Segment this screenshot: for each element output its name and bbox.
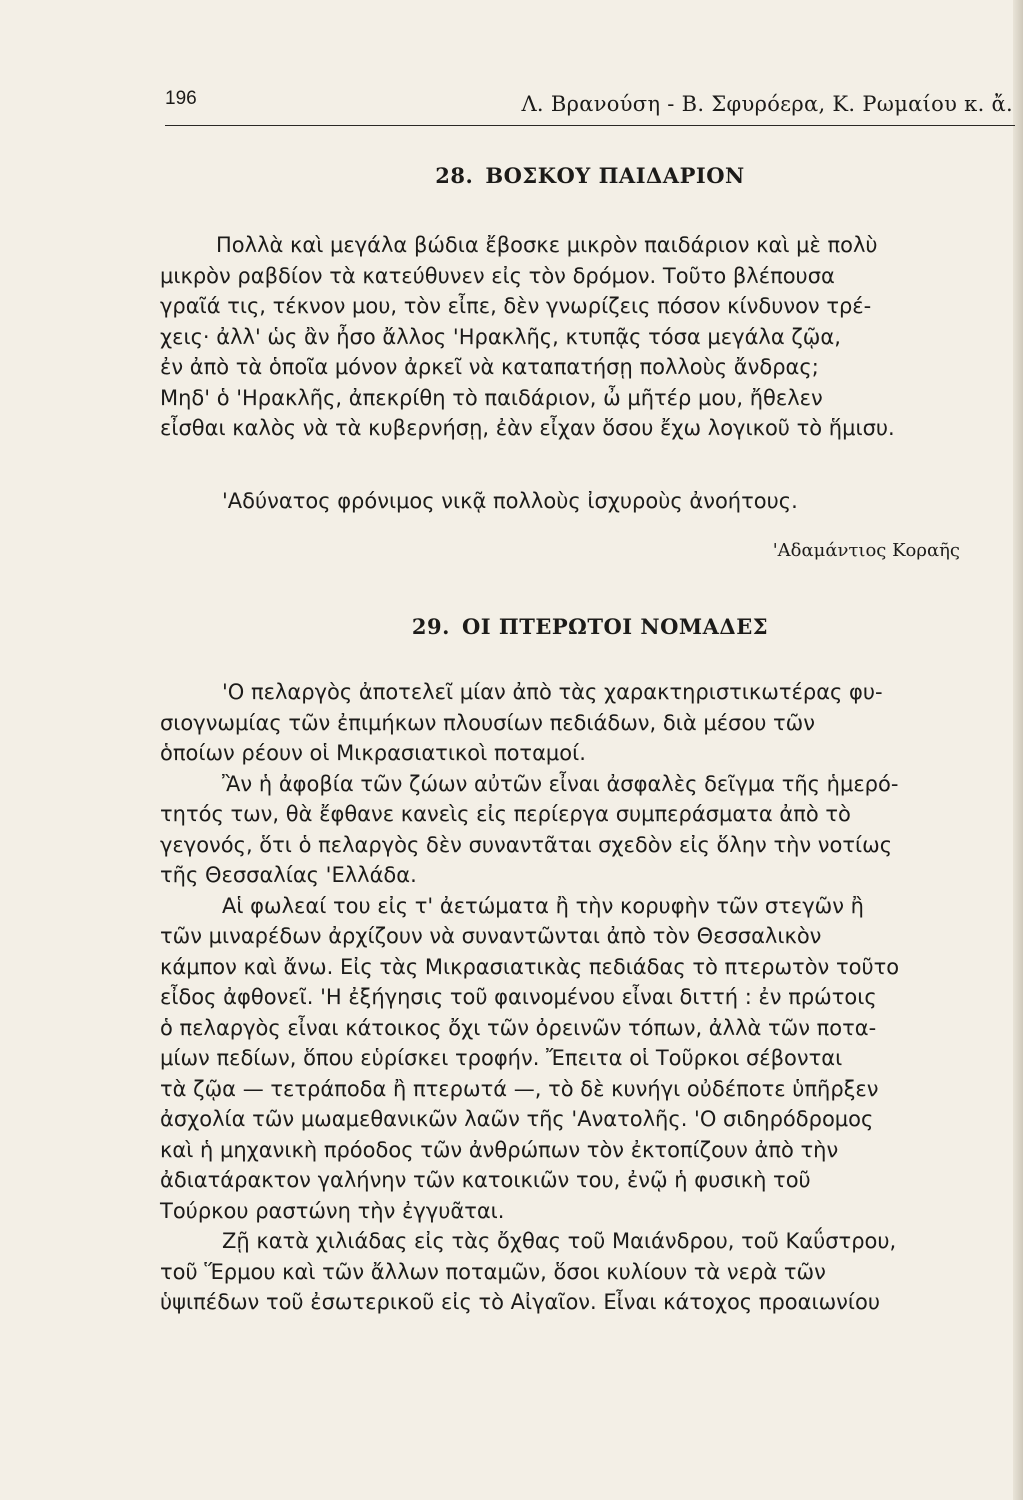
section-29-paragraph-4	[160, 1226, 1020, 1318]
text-line: χεις· ἀλλ' ὡς ἂν ἦσο ἄλλος 'Ηρακλῆς, κτυπᾷς τόσα μεγάλα ζῷα,	[160, 324, 841, 349]
text-line: τητός των, θὰ ἔφθανε κανεὶς εἰς περίεργα συμπεράσματα ἀπὸ τὸ	[160, 802, 851, 826]
text-line: Ἂν ἡ ἀφοβία τῶν ζώων αὐτῶν εἶναι ἀσφαλὲς δεῖγμα τῆς ἡμερό-	[222, 771, 899, 796]
text-line: σιογνωμίας τῶν ἐπιμήκων πλουσίων πεδιάδων, διὰ μέσου τῶν	[160, 710, 815, 735]
text-line: τῶν μιναρέδων ἀρχίζουν νὰ συναντῶνται ἀπὸ τὸν Θεσσαλικὸν	[160, 924, 822, 948]
text-line: εἶσθαι καλὸς νὰ τὰ κυβερνήσῃ, ἐὰν εἶχαν ὅσου ἔχω λογικοῦ τὸ ἥμισυ.	[160, 416, 895, 440]
section-28-heading: ΒΟΣΚΟΥ ΠΑΙΔΑΡΙΟΝ	[485, 163, 745, 188]
text-line: Πολλὰ καὶ μεγάλα βώδια ἔβοσκε μικρὸν παιδάριον καὶ μὲ πολὺ	[216, 233, 878, 257]
section-29-paragraph-3	[160, 891, 1020, 1227]
section-29-paragraph-2	[160, 769, 1020, 891]
section-29-number: 29.	[411, 614, 450, 639]
text-line: ὑψιπέδων τοῦ ἐσωτερικοῦ εἰς τὸ Αἰγαῖον. Εἶναι κάτοχος προαιωνίου	[160, 1290, 880, 1314]
text-line: καὶ ἡ μηχανικὴ πρόοδος τῶν ἀνθρώπων τὸν ἐκτοπίζουν ἀπὸ τὴν	[160, 1137, 839, 1162]
text-line: γεγονός, ὅτι ὁ πελαργὸς δὲν συναντᾶται σχεδὸν εἰς ὅλην τὴν νοτίως	[160, 832, 893, 857]
text-line: Τούρκου ραστώνη τὴν ἐγγυᾶται.	[160, 1198, 505, 1223]
author-attribution: 'Αδαμάντιος Κοραῆς	[772, 540, 960, 561]
section-29-paragraph-1	[160, 677, 1020, 769]
section-29-title	[160, 614, 1020, 639]
section-28-paragraph	[160, 230, 1020, 444]
section-28-title	[160, 163, 1020, 188]
text-line: 'Ο πελαργὸς ἀποτελεῖ μίαν ἀπὸ τὰς χαρακτηριστικωτέρας φυ-	[222, 680, 883, 704]
section-28-number: 28.	[435, 163, 474, 188]
section-28	[160, 163, 1020, 561]
text-line: μικρὸν ραβδίον τὰ κατεύθυνεν εἰς τὸν δρόμον. Τοῦτο βλέπουσα	[160, 263, 835, 288]
text-line: ἀσχολία τῶν μωαμεθανικῶν λαῶν τῆς 'Ανατολῆς. 'Ο σιδηρόδρομος	[160, 1107, 874, 1131]
text-line: Ζῇ κατὰ χιλιάδας εἰς τὰς ὄχθας τοῦ Μαιάνδρου, τοῦ Καΰστρου,	[222, 1229, 897, 1253]
text-line: ἐν ἀπὸ τὰ ὁποῖα μόνον ἀρκεῖ νὰ καταπατήσῃ πολλοὺς ἄνδρας;	[160, 355, 819, 379]
text-line: ὁποίων ρέουν οἱ Μικρασιατικοὶ ποταμοί.	[160, 741, 586, 765]
text-line: τὰ ζῷα — τετράποδα ἢ πτερωτά —, τὸ δὲ κυνήγι οὐδέποτε ὑπῆρξεν	[160, 1076, 879, 1101]
text-line: Μηδ' ὁ 'Ηρακλῆς, ἀπεκρίθη τὸ παιδάριον, ὦ μῆτέρ μου, ἤθελεν	[160, 385, 823, 410]
header-rule	[165, 125, 1015, 126]
text-line: γραῖά τις, τέκνον μου, τὸν εἶπε, δὲν γνωρίζεις πόσον κίνδυνον τρέ-	[160, 294, 872, 318]
page-number: 196	[165, 88, 197, 109]
section-29-heading: ΟΙ ΠΤΕΡΩΤΟΙ ΝΟΜΑΔΕΣ	[461, 614, 769, 639]
text-line: Αἱ φωλεαί του εἰς τ' ἀετώματα ἢ τὴν κορυφὴν τῶν στεγῶν ἢ	[222, 893, 864, 918]
text-line: εἶδος ἀφθονεῖ. 'Η ἐξήγησις τοῦ φαινομένου εἶναι διττή : ἐν πρώτοις	[160, 985, 877, 1009]
running-title: Λ. Βρανούση - Β. Σφυρόερα, Κ. Ρωμαίου κ. ἄ.	[521, 92, 1013, 116]
section-29	[160, 614, 1020, 1318]
text-line: τοῦ Ἕρμου καὶ τῶν ἄλλων ποταμῶν, ὅσοι κυλίουν τὰ νερὰ τῶν	[160, 1259, 826, 1284]
running-head	[165, 88, 1013, 122]
proverb: 'Αδύνατος φρόνιμος νικᾷ πολλοὺς ἰσχυροὺς ἀνοήτους.	[222, 488, 798, 513]
text-line: τῆς Θεσσαλίας 'Ελλάδα.	[160, 863, 417, 887]
text-line: κάμπον καὶ ἄνω. Εἰς τὰς Μικρασιατικὰς πεδιάδας τὸ πτερωτὸν τοῦτο	[160, 954, 900, 979]
text-line: ὁ πελαργὸς εἶναι κάτοικος ὄχι τῶν ὀρεινῶν τόπων, ἀλλὰ τῶν ποτα-	[160, 1015, 877, 1040]
text-line: ἀδιατάρακτον γαλήνην τῶν κατοικιῶν του, ἐνῷ ἡ φυσικὴ τοῦ	[160, 1168, 811, 1192]
text-line: μίων πεδίων, ὅπου εὑρίσκει τροφήν. Ἔπειτα οἱ Τοῦρκοι σέβονται	[160, 1046, 843, 1070]
